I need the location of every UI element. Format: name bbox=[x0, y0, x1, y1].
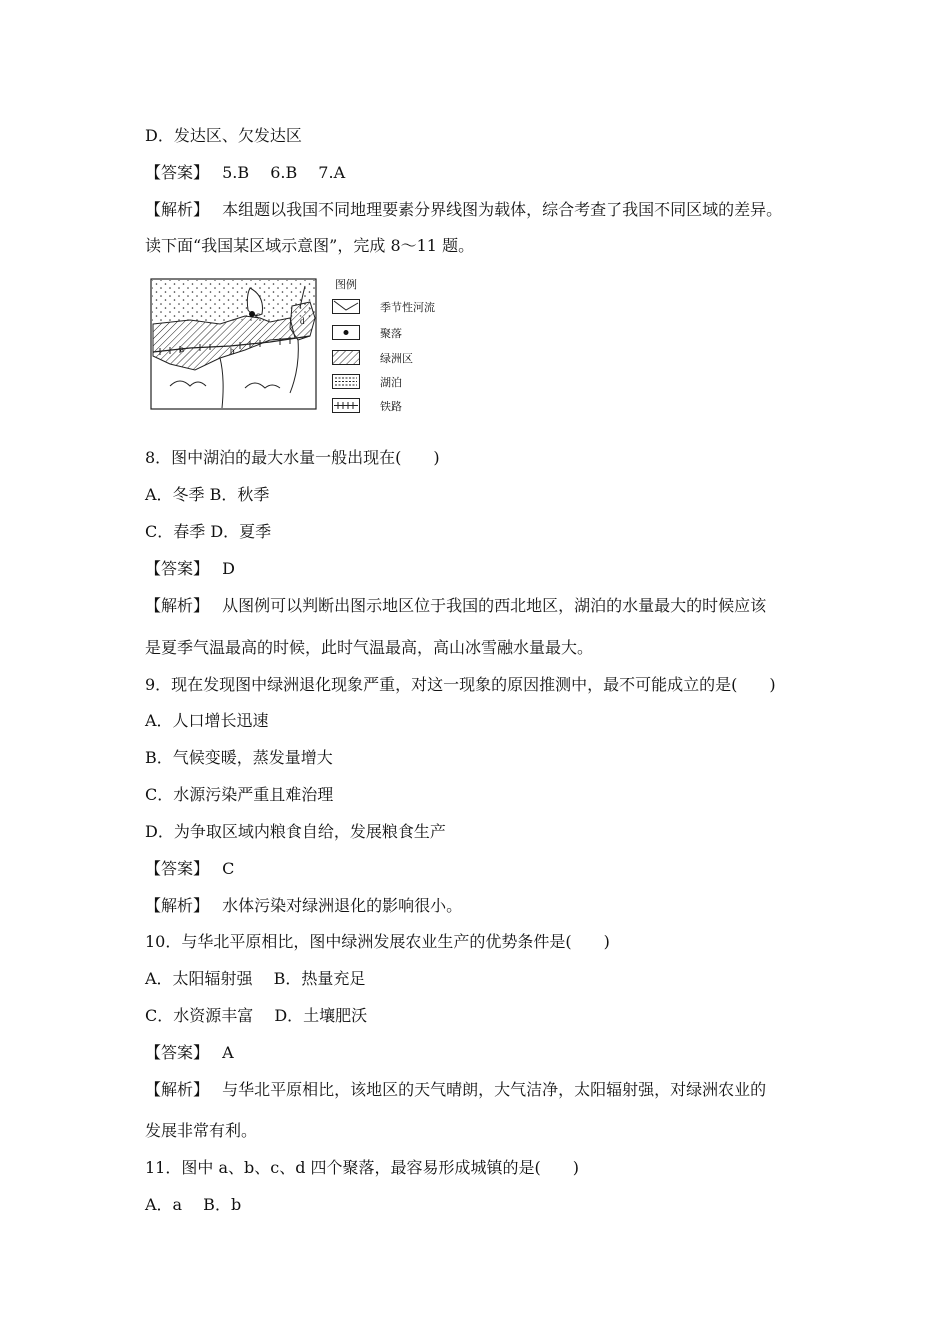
text-line-16: 【答案】 C bbox=[145, 859, 235, 878]
text-line-17: 【解析】 水体污染对绿洲退化的影响很小。 bbox=[145, 896, 463, 915]
text-line-18: 10．与华北平原相比，图中绿洲发展农业生产的优势条件是( ) bbox=[145, 932, 610, 951]
map-label-b: b bbox=[230, 346, 235, 356]
text-line-22: 【解析】 与华北平原相比，该地区的天气晴朗，大气洁净，太阳辐射强，对绿洲农业的 bbox=[145, 1080, 767, 1099]
text-line-20: C．水资源丰富 D．土壤肥沃 bbox=[145, 1006, 368, 1025]
text-line-15: D．为争取区域内粮食自给，发展粮食生产 bbox=[145, 822, 446, 841]
legend-label: 季节性河流 bbox=[380, 301, 435, 314]
map-label-c: c bbox=[256, 310, 260, 320]
legend-label: 湖泊 bbox=[380, 376, 402, 389]
text-line-14: C．水源污染严重且难治理 bbox=[145, 785, 334, 804]
text-line-23: 发展非常有利。 bbox=[145, 1121, 258, 1140]
map-label-a: a bbox=[180, 344, 184, 354]
legend-title: 图例 bbox=[335, 278, 357, 291]
text-line-25: A．a B．b bbox=[145, 1195, 242, 1214]
text-line-2: 【答案】 5.B 6.B 7.A bbox=[145, 163, 346, 182]
text-line-10: 是夏季气温最高的时候，此时气温最高，高山冰雪融水量最大。 bbox=[145, 638, 594, 657]
legend-label: 聚落 bbox=[380, 327, 402, 340]
text-line-6: A．冬季 B．秋季 bbox=[145, 485, 270, 504]
text-line-13: B．气候变暖，蒸发量增大 bbox=[145, 748, 333, 767]
text-line-21: 【答案】 A bbox=[145, 1043, 234, 1062]
oasis-icon bbox=[332, 350, 361, 366]
text-line-3: 【解析】 本组题以我国不同地理要素分界线图为载体，综合考查了我国不同区域的差异。 bbox=[145, 200, 783, 219]
text-line-11: 9．现在发现图中绿洲退化现象严重，对这一现象的原因推测中，最不可能成立的是( ) bbox=[145, 675, 776, 694]
text-line-12: A．人口增长迅速 bbox=[145, 711, 269, 730]
text-line-8: 【答案】 D bbox=[145, 559, 235, 578]
settlement-icon bbox=[332, 325, 361, 341]
seasonal-river-icon bbox=[332, 299, 361, 315]
railway-icon bbox=[332, 398, 361, 414]
legend-label: 铁路 bbox=[380, 400, 402, 413]
map-label-d: d bbox=[300, 316, 305, 326]
text-line-9: 【解析】 从图例可以判断出图示地区位于我国的西北地区，湖泊的水量最大的时候应该 bbox=[145, 596, 767, 615]
text-line-4: 读下面“我国某区域示意图”，完成 8～11 题。 bbox=[145, 236, 475, 255]
text-line-19: A．太阳辐射强 B．热量充足 bbox=[145, 969, 366, 988]
lake-icon bbox=[332, 374, 361, 390]
text-line-24: 11．图中 a、b、c、d 四个聚落，最容易形成城镇的是( ) bbox=[145, 1158, 580, 1177]
legend-label: 绿洲区 bbox=[380, 352, 413, 365]
region-map bbox=[150, 278, 325, 413]
text-line-7: C．春季 D．夏季 bbox=[145, 522, 272, 541]
text-line-5: 8．图中湖泊的最大水量一般出现在( ) bbox=[145, 448, 440, 467]
text-line-1: D．发达区、欠发达区 bbox=[145, 126, 302, 145]
